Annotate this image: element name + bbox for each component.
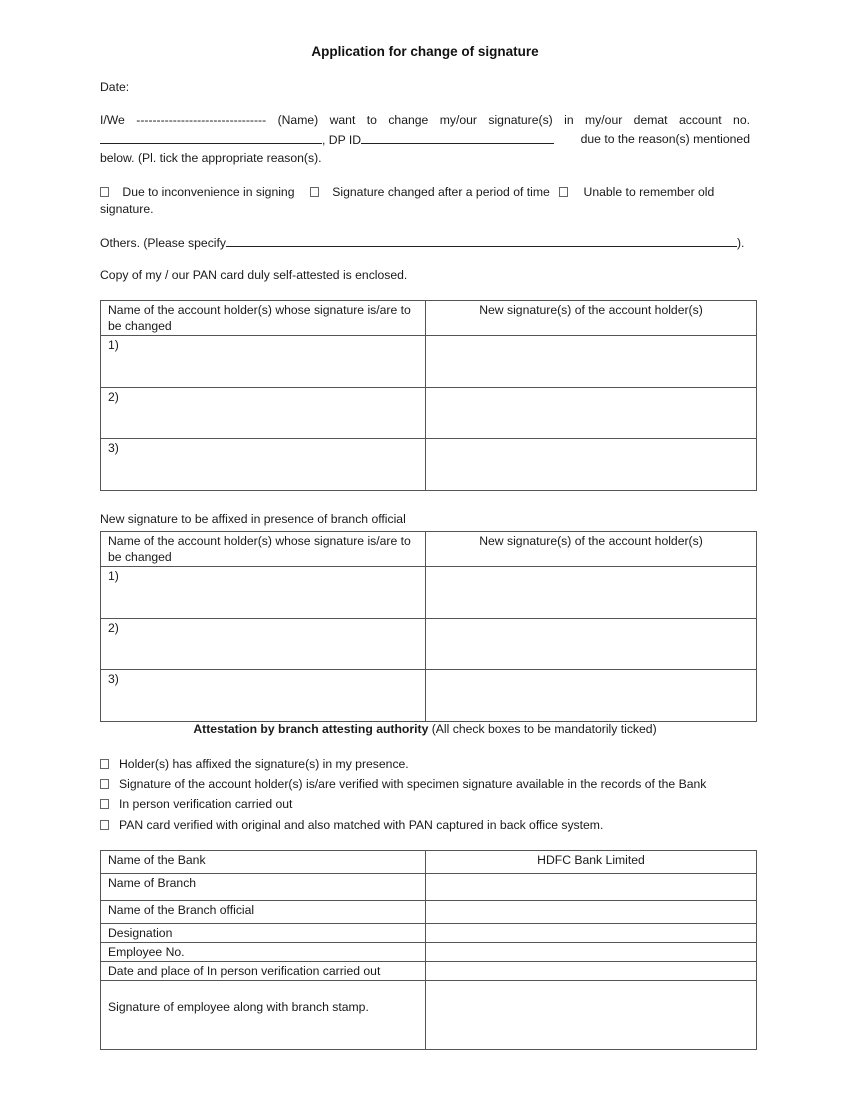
- reasons-wrap: signature.: [100, 202, 154, 216]
- employee-signature-label: Signature of employee along with branch stamp.: [101, 981, 426, 1050]
- branch-name-value[interactable]: [426, 874, 757, 901]
- table-row: [101, 439, 757, 491]
- attest-check-item-2: [100, 777, 706, 791]
- demat-account-field[interactable]: [100, 132, 322, 144]
- header-signature: New signature(s) of the account holder(s): [426, 532, 757, 567]
- attestation-heading-bold: Attestation by branch attesting authority: [193, 722, 429, 736]
- verification-date-place-label: Date and place of In person verification carried out: [101, 962, 426, 981]
- dp-id-label: , DP ID: [322, 133, 362, 147]
- attest-checkbox-1[interactable]: [100, 759, 109, 769]
- name-dashes-field[interactable]: --------------------------------: [136, 113, 267, 127]
- attest-check-item-4: [100, 818, 603, 832]
- attest-check-item-3: [100, 797, 292, 811]
- name-cell-2[interactable]: 2): [101, 619, 426, 670]
- name-cell-1[interactable]: 1): [101, 336, 426, 388]
- attest-checkbox-2[interactable]: [100, 779, 109, 789]
- table-row: [101, 901, 757, 924]
- branch-official-value[interactable]: [426, 901, 757, 924]
- employee-no-value[interactable]: [426, 943, 757, 962]
- signature-cell-2[interactable]: [426, 619, 757, 670]
- table-row: [101, 388, 757, 439]
- attest-checkbox-4[interactable]: [100, 820, 109, 830]
- reason-checkbox-1[interactable]: [100, 187, 109, 197]
- attest-check-label-4: PAN card verified with original and also matched with PAN captured in back office system.: [119, 818, 604, 832]
- bank-name-label: Name of the Bank: [101, 851, 426, 874]
- others-label: Others. (Please specify: [100, 236, 226, 250]
- table-row: [101, 851, 757, 874]
- employee-no-label: Employee No.: [101, 943, 426, 962]
- name-cell-3[interactable]: 3): [101, 670, 426, 722]
- attestation-heading: [0, 722, 850, 736]
- table-row: [101, 943, 757, 962]
- reason-label-3: Unable to remember old: [583, 185, 715, 199]
- branch-name-label: Name of Branch: [101, 874, 426, 901]
- designation-label: Designation: [101, 924, 426, 943]
- signature-cell-1[interactable]: [426, 336, 757, 388]
- branch-official-label: Name of the Branch official: [101, 901, 426, 924]
- header-signature: New signature(s) of the account holder(s): [426, 301, 757, 336]
- attest-check-item-1: [100, 757, 409, 771]
- attest-check-label-3: In person verification carried out: [119, 797, 293, 811]
- signature-table-1: [100, 300, 757, 491]
- intro-line-2: [100, 132, 750, 147]
- table-row: [101, 981, 757, 1050]
- name-cell-2[interactable]: 2): [101, 388, 426, 439]
- date-label: Date:: [100, 80, 130, 94]
- bank-details-table: [100, 850, 757, 1050]
- header-name: Name of the account holder(s) whose signature is/are to be changed: [101, 532, 426, 567]
- reason-label-2: Signature changed after a period of time: [332, 185, 550, 199]
- intro-line-1: [100, 113, 750, 127]
- table-row: [101, 567, 757, 619]
- table-row: [101, 874, 757, 901]
- attestation-heading-note: (All check boxes to be mandatorily ticked): [428, 722, 657, 736]
- signature-cell-1[interactable]: [426, 567, 757, 619]
- reasons-row: [100, 185, 750, 199]
- signature-table-2: [100, 531, 757, 722]
- reason-checkbox-3[interactable]: [559, 187, 568, 197]
- attest-check-label-1: Holder(s) has affixed the signature(s) in my presence.: [119, 757, 409, 771]
- page-title: Application for change of signature: [311, 44, 539, 59]
- employee-signature-value[interactable]: [426, 981, 757, 1050]
- header-name: Name of the account holder(s) whose signature is/are to be changed: [101, 301, 426, 336]
- signature-cell-2[interactable]: [426, 388, 757, 439]
- reason-checkbox-2[interactable]: [310, 187, 319, 197]
- dp-id-field[interactable]: [361, 132, 554, 144]
- intro-line-3: below. (Pl. tick the appropriate reason(s).: [100, 151, 322, 165]
- intro-prefix: I/We: [100, 113, 125, 127]
- table-row: [101, 336, 757, 388]
- reason-label-1: Due to inconvenience in signing: [122, 185, 295, 199]
- table-header-row: [101, 301, 757, 336]
- signature-cell-3[interactable]: [426, 670, 757, 722]
- attest-check-label-2: Signature of the account holder(s) is/are verified with specimen signature available in the records of the Bank: [119, 777, 707, 791]
- others-close: ).: [737, 236, 745, 250]
- designation-value[interactable]: [426, 924, 757, 943]
- table-row: [101, 670, 757, 722]
- table-row: [101, 924, 757, 943]
- intro-line2-suffix: due to the reason(s) mentioned: [580, 132, 750, 146]
- verification-date-place-value[interactable]: [426, 962, 757, 981]
- pan-note: Copy of my / our PAN card duly self-attested is enclosed.: [100, 268, 408, 282]
- others-specify-field[interactable]: [226, 235, 737, 247]
- table-header-row: [101, 532, 757, 567]
- name-cell-3[interactable]: 3): [101, 439, 426, 491]
- table-row: [101, 619, 757, 670]
- name-cell-1[interactable]: 1): [101, 567, 426, 619]
- intro-line1-text: (Name) want to change my/our signature(s) in my/our demat account no.: [277, 113, 751, 127]
- bank-name-value[interactable]: HDFC Bank Limited: [426, 851, 757, 874]
- others-row: [100, 235, 750, 250]
- signature-cell-3[interactable]: [426, 439, 757, 491]
- table2-caption: New signature to be affixed in presence of branch official: [100, 512, 406, 526]
- table-row: [101, 962, 757, 981]
- attest-checkbox-3[interactable]: [100, 799, 109, 809]
